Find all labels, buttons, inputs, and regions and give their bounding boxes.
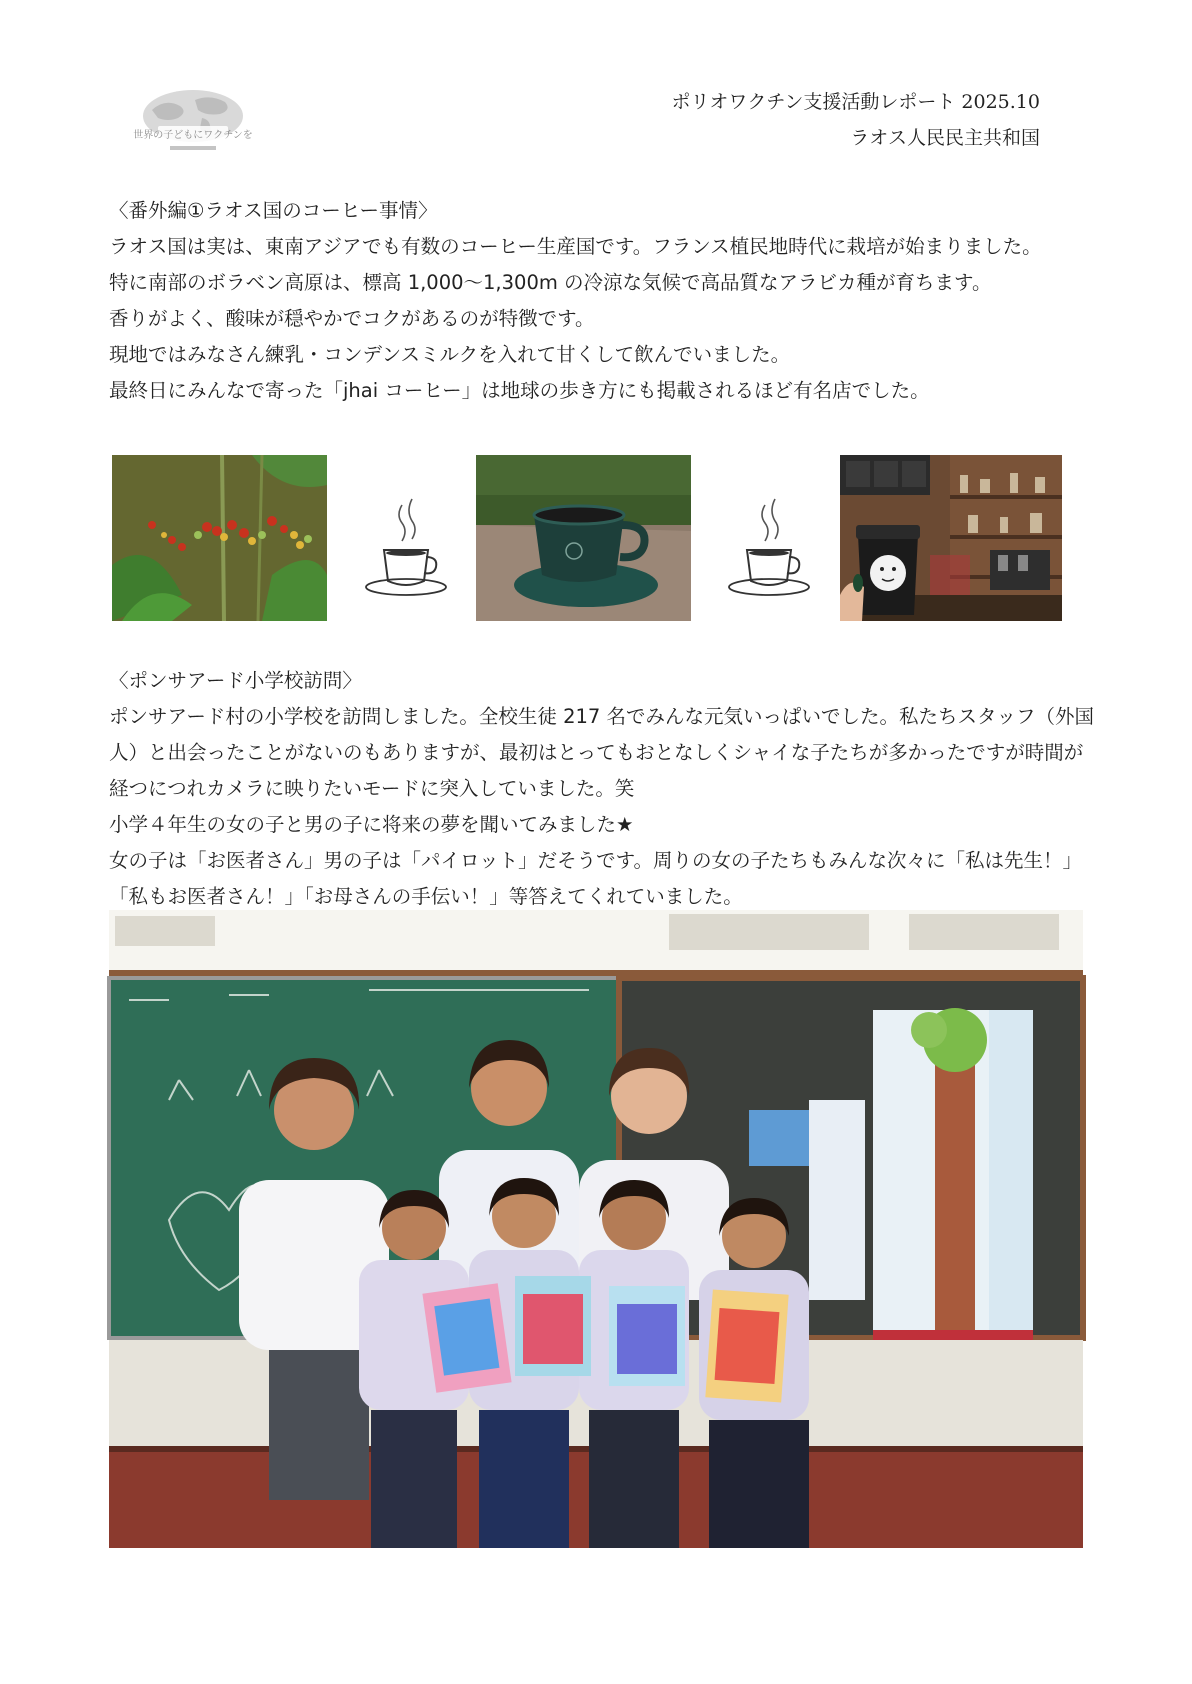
coffee-paragraph: 最終日にみんなで寄った「jhai コーヒー」は地球の歩き方にも掲載されるほど有名店でした。 [109, 379, 930, 402]
school-paragraph: 小学４年生の女の子と男の子に将来の夢を聞いてみました★ [109, 813, 634, 836]
report-title: ポリオワクチン支援活動レポート 2025.10 [671, 91, 1040, 113]
coffee-section-title: 〈番外編①ラオス国のコーヒー事情〉 [109, 199, 438, 222]
coffee-plant-photo [112, 455, 327, 621]
coffee-paragraph: 香りがよく、酸味が穏やかでコクがあるのが特徴です。 [109, 307, 595, 330]
coffee-cup-icon [362, 495, 452, 605]
globe-logo-icon [133, 88, 253, 158]
coffee-image-row [112, 455, 1067, 623]
coffee-paragraph: 現地ではみなさん練乳・コンデンスミルクを入れて甘くして飲んでいました。 [109, 343, 791, 366]
report-header [672, 84, 1040, 156]
classroom-group-photo [109, 910, 1083, 1548]
coffee-shop-photo [840, 455, 1062, 621]
coffee-cup-photo [476, 455, 691, 621]
organization-logo [133, 88, 253, 158]
school-paragraph: ポンサアード村の小学校を訪問しました。全校生徒 217 名でみんな元気いっぱいでした。私たちスタッフ（外国人）と出会ったことがないのもありますが、最初はとってもおとなしくシャイな子たちが多かったですが時間が経つにつれカメラに映りたいモードに突入していました。笑 [109, 705, 1095, 800]
logo-text: 世界の子どもにワクチンを [133, 130, 253, 141]
coffee-paragraph: 特に南部のボラベン高原は、標高 1,000～1,300m の冷涼な気候で高品質なアラビカ種が育ちます。 [109, 271, 992, 294]
school-paragraph: 女の子は「お医者さん」男の子は「パイロット」だそうです。周りの女の子たちもみんな次々に「私は先生！」「私もお医者さん！」「お母さんの手伝い！」等答えてくれていました。 [109, 849, 1083, 908]
report-country: ラオス人民民主共和国 [850, 127, 1040, 149]
coffee-section [109, 193, 1095, 409]
school-section [109, 663, 1095, 915]
coffee-paragraph: ラオス国は実は、東南アジアでも有数のコーヒー生産国です。フランス植民地時代に栽培が始まりました。 [109, 235, 1042, 258]
coffee-cup-icon [725, 495, 815, 605]
school-section-title: 〈ポンサアード小学校訪問〉 [109, 669, 362, 692]
